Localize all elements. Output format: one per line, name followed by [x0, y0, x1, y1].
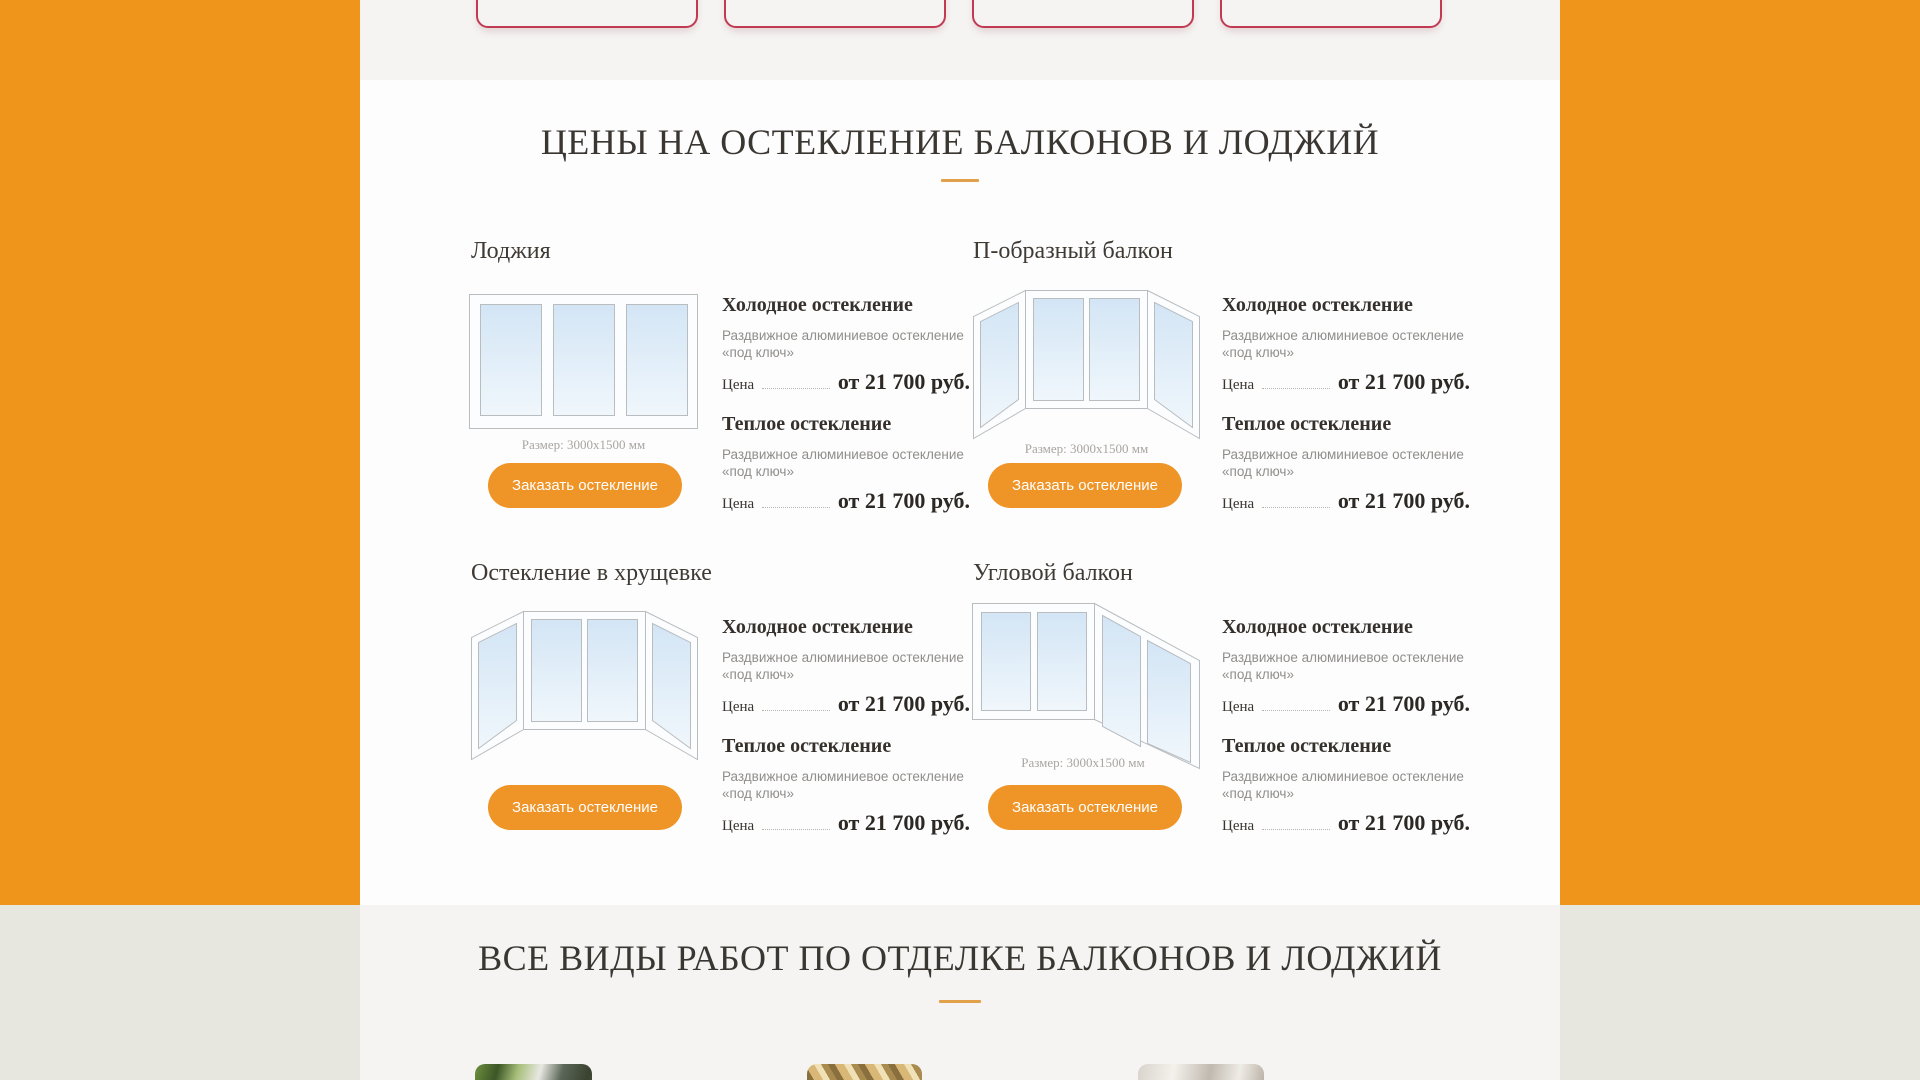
- offer-title: Холодное остекление: [722, 294, 913, 316]
- price-value: от 21 700 руб.: [837, 691, 970, 716]
- price-label: Цена: [722, 818, 755, 834]
- title-divider: [941, 179, 979, 182]
- price-value: от 21 700 руб.: [1337, 691, 1470, 716]
- bay-khrushchevka-window-illustration: [469, 610, 700, 762]
- offer-title: Теплое остекление: [1222, 413, 1392, 435]
- offers-corner: [1222, 614, 1470, 836]
- price-label: Цена: [1222, 699, 1255, 715]
- straight-3-pane-window-illustration: [469, 294, 698, 429]
- works-section-background: [360, 905, 1560, 1080]
- offer-title: Теплое остекление: [722, 735, 892, 757]
- price-row: [722, 691, 970, 717]
- prices-section-title: ЦЕНЫ НА ОСТЕКЛЕНИЕ БАЛКОНОВ И ЛОДЖИЙ: [540, 122, 1380, 162]
- offer-title: Холодное остекление: [722, 616, 913, 638]
- price-row: [722, 369, 970, 395]
- u-shaped-bay-window-illustration: [971, 289, 1202, 441]
- offers-khrushchevka: [722, 614, 970, 836]
- offers-u-shaped: [1222, 292, 1470, 514]
- offer-title: Теплое остекление: [722, 413, 892, 435]
- card-title-loggia: Лоджия: [471, 238, 551, 264]
- price-row: [1222, 810, 1470, 836]
- price-row: [1222, 369, 1470, 395]
- top-partial-button-4[interactable]: [1220, 0, 1442, 28]
- top-partial-button-1[interactable]: [476, 0, 698, 28]
- price-row: [1222, 691, 1470, 717]
- dotted-leader: [762, 388, 830, 389]
- top-partial-button-3[interactable]: [972, 0, 1194, 28]
- dotted-leader: [1262, 829, 1330, 830]
- top-partial-button-2[interactable]: [724, 0, 946, 28]
- offers-loggia: [722, 292, 970, 514]
- order-glazing-button-khrushchevka[interactable]: Заказать остекление: [488, 785, 682, 830]
- price-value: от 21 700 руб.: [837, 369, 970, 394]
- dotted-leader: [762, 829, 830, 830]
- balcony-plants-photo[interactable]: [475, 1064, 592, 1080]
- price-value: от 21 700 руб.: [1337, 810, 1470, 835]
- price-label: Цена: [722, 496, 755, 512]
- offer-description: Раздвижное алюминиевое остекление «под ключ»: [1222, 447, 1464, 479]
- dotted-leader: [1262, 507, 1330, 508]
- offer-title: Холодное остекление: [1222, 616, 1413, 638]
- offer-title: Холодное остекление: [1222, 294, 1413, 316]
- offer-title: Теплое остекление: [1222, 735, 1392, 757]
- price-label: Цена: [1222, 818, 1255, 834]
- price-label: Цена: [722, 377, 755, 393]
- offer-description: Раздвижное алюминиевое остекление «под ключ»: [722, 650, 964, 682]
- order-glazing-button-corner[interactable]: Заказать остекление: [988, 785, 1182, 830]
- works-title-divider: [939, 1000, 981, 1003]
- offer-description: Раздвижное алюминиевое остекление «под ключ»: [722, 769, 964, 801]
- works-section-title: ВСЕ ВИДЫ РАБОТ ПО ОТДЕЛКЕ БАЛКОНОВ И ЛОДЖИЙ: [478, 938, 1442, 978]
- dotted-leader: [762, 507, 830, 508]
- offer-description: Раздвижное алюминиевое остекление «под ключ»: [722, 447, 964, 479]
- offer-description: Раздвижное алюминиевое остекление «под ключ»: [722, 328, 964, 360]
- offer-description: Раздвижное алюминиевое остекление «под ключ»: [1222, 328, 1464, 360]
- price-label: Цена: [1222, 496, 1255, 512]
- wood-slats-photo[interactable]: [807, 1064, 922, 1080]
- card-title-u-shaped: П-образный балкон: [973, 238, 1173, 264]
- price-label: Цена: [1222, 377, 1255, 393]
- corner-balcony-window-illustration: [971, 598, 1202, 772]
- size-caption: Размер: 3000x1500 мм: [521, 437, 646, 452]
- size-caption: Размер: 3000x1500 мм: [1024, 441, 1149, 456]
- light-folds-photo[interactable]: [1138, 1064, 1264, 1080]
- dotted-leader: [762, 710, 830, 711]
- offer-description: Раздвижное алюминиевое остекление «под ключ»: [1222, 650, 1464, 682]
- price-value: от 21 700 руб.: [1337, 369, 1470, 394]
- price-row: [1222, 488, 1470, 514]
- price-value: от 21 700 руб.: [1337, 488, 1470, 513]
- price-row: [722, 810, 970, 836]
- card-title-corner: Угловой балкон: [973, 560, 1133, 586]
- order-glazing-button-loggia[interactable]: Заказать остекление: [488, 463, 682, 508]
- offer-description: Раздвижное алюминиевое остекление «под ключ»: [1222, 769, 1464, 801]
- card-title-khrushchevka: Остекление в хрущевке: [471, 560, 712, 586]
- dotted-leader: [1262, 388, 1330, 389]
- dotted-leader: [1262, 710, 1330, 711]
- price-row: [722, 488, 970, 514]
- price-value: от 21 700 руб.: [837, 488, 970, 513]
- price-label: Цена: [722, 699, 755, 715]
- order-glazing-button-u-shaped[interactable]: Заказать остекление: [988, 463, 1182, 508]
- price-value: от 21 700 руб.: [837, 810, 970, 835]
- size-caption: Размер: 3000x1500 мм: [1021, 755, 1145, 770]
